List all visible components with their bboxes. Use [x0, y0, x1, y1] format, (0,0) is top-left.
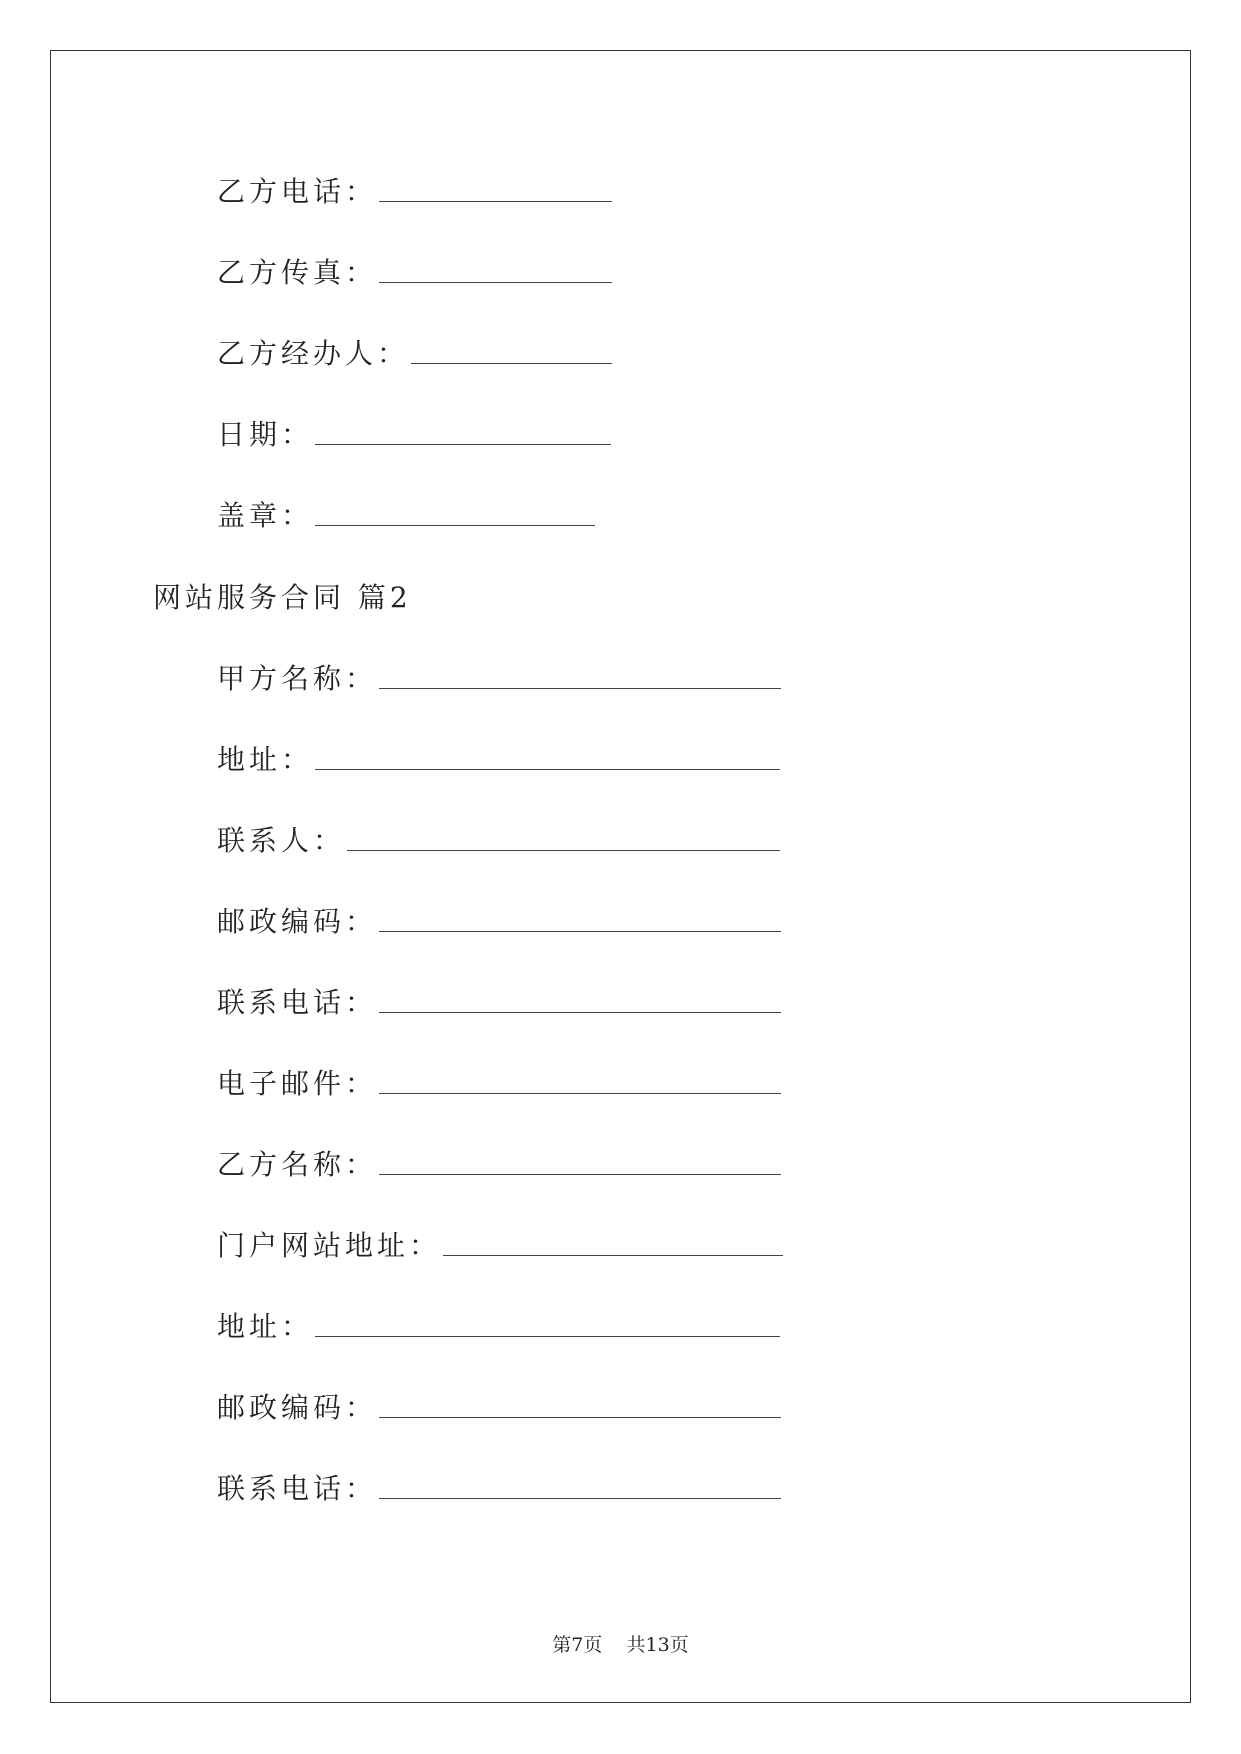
- blank-line[interactable]: [315, 524, 595, 526]
- field-label: 邮政编码：: [217, 905, 378, 938]
- field-label: 电子邮件：: [217, 1067, 378, 1100]
- field-label: 甲方名称：: [217, 662, 378, 695]
- field-label: 门户网站地址：: [217, 1229, 442, 1262]
- blank-line[interactable]: [347, 849, 780, 851]
- field-label: 乙方电话：: [217, 175, 378, 208]
- field-postal-code-a: [217, 902, 781, 942]
- field-label: 联系人：: [217, 824, 346, 857]
- field-contact-phone-b: [217, 1469, 781, 1509]
- field-label: 邮政编码：: [217, 1391, 378, 1424]
- field-label: 联系电话：: [217, 986, 378, 1019]
- field-seal: [217, 496, 595, 536]
- field-label: 地址：: [217, 1310, 314, 1343]
- blank-line[interactable]: [411, 362, 612, 364]
- blank-line[interactable]: [379, 1173, 781, 1175]
- blank-line[interactable]: [443, 1254, 783, 1256]
- field-label: 日期：: [217, 418, 314, 451]
- page-number-footer: 第7页 共13页: [552, 1634, 689, 1656]
- field-label: 盖章：: [217, 499, 314, 532]
- blank-line[interactable]: [379, 1092, 781, 1094]
- field-portal-address: [217, 1226, 783, 1266]
- field-party-b-name: [217, 1145, 781, 1185]
- field-label: 乙方经办人：: [217, 337, 410, 370]
- field-label: 联系电话：: [217, 1472, 378, 1505]
- field-contact-phone-a: [217, 983, 781, 1023]
- blank-line[interactable]: [379, 200, 612, 202]
- field-label: 地址：: [217, 743, 314, 776]
- blank-line[interactable]: [379, 1011, 781, 1013]
- field-label: 乙方传真：: [217, 256, 378, 289]
- field-contact-person: [217, 821, 780, 861]
- field-email: [217, 1064, 781, 1104]
- field-party-b-agent: [217, 334, 612, 374]
- blank-line[interactable]: [315, 768, 780, 770]
- field-label: 乙方名称：: [217, 1148, 378, 1181]
- blank-line[interactable]: [315, 1335, 780, 1337]
- blank-line[interactable]: [379, 930, 781, 932]
- field-date: [217, 415, 611, 455]
- field-party-a-name: [217, 659, 781, 699]
- field-postal-code-b: [217, 1388, 781, 1428]
- blank-line[interactable]: [379, 687, 781, 689]
- field-address-b: [217, 1307, 780, 1347]
- field-party-b-phone: [217, 172, 612, 212]
- blank-line[interactable]: [379, 281, 612, 283]
- blank-line[interactable]: [315, 443, 611, 445]
- field-party-b-fax: [217, 253, 612, 293]
- blank-line[interactable]: [379, 1497, 781, 1499]
- blank-line[interactable]: [379, 1416, 781, 1418]
- page-frame: [50, 50, 1191, 1703]
- section-title: 网站服务合同 篇2: [153, 581, 412, 614]
- field-address-a: [217, 740, 780, 780]
